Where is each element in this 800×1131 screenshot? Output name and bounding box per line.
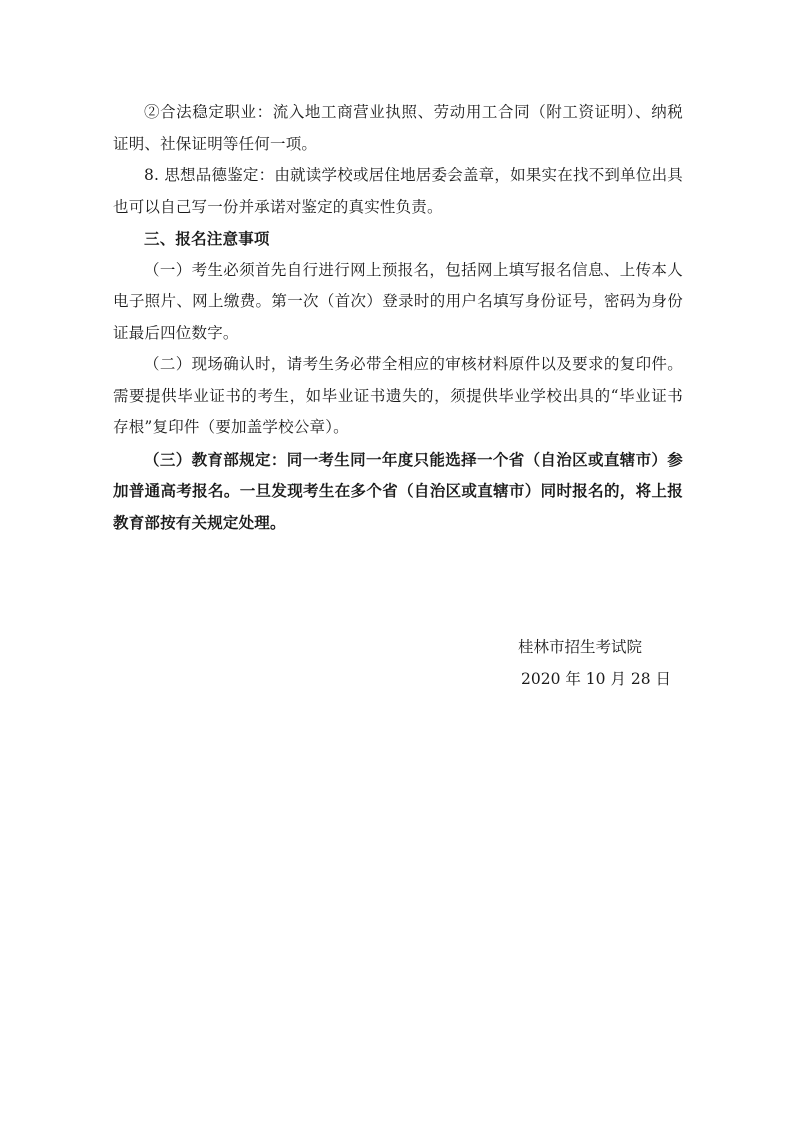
- paragraph-stable-employment: ②合法稳定职业：流入地工商营业执照、劳动用工合同（附工资证明）、纳税证明、社保证明等任何一项。: [113, 103, 683, 153]
- paragraph-onsite-confirmation: （二）现场确认时，请考生务必带全相应的审核材料原件以及要求的复印件。需要提供毕业证书的考生，如毕业证书遗失的，须提供毕业学校出具的“毕业证书存根”复印件（要加盖学校公章）。: [113, 355, 683, 436]
- document-body: [113, 97, 683, 538]
- paragraph-online-registration: （一）考生必须首先自行进行网上预报名，包括网上填写报名信息、上传本人电子照片、网上缴费。第一次（首次）登录时的用户名填写身份证号，密码为身份证最后四位数字。: [113, 260, 683, 342]
- signature-block: [518, 632, 671, 695]
- paragraph-moral-appraisal: 8. 思想品德鉴定：由就读学校或居住地居委会盖章，如果实在找不到单位出具也可以自己写一份并承诺对鉴定的真实性负责。: [113, 166, 683, 216]
- signature-date: 2020 年 10 月 28 日: [521, 669, 672, 688]
- section-heading: 三、报名注意事项: [144, 229, 270, 248]
- paragraph-ministry-rule: （三）教育部规定：同一考生同一年度只能选择一个省（自治区或直辖市）参加普通高考报名。一旦发现考生在多个省（自治区或直辖市）同时报名的，将上报教育部按有关规定处理。: [113, 449, 683, 532]
- signature-organization: 桂林市招生考试院: [518, 638, 643, 656]
